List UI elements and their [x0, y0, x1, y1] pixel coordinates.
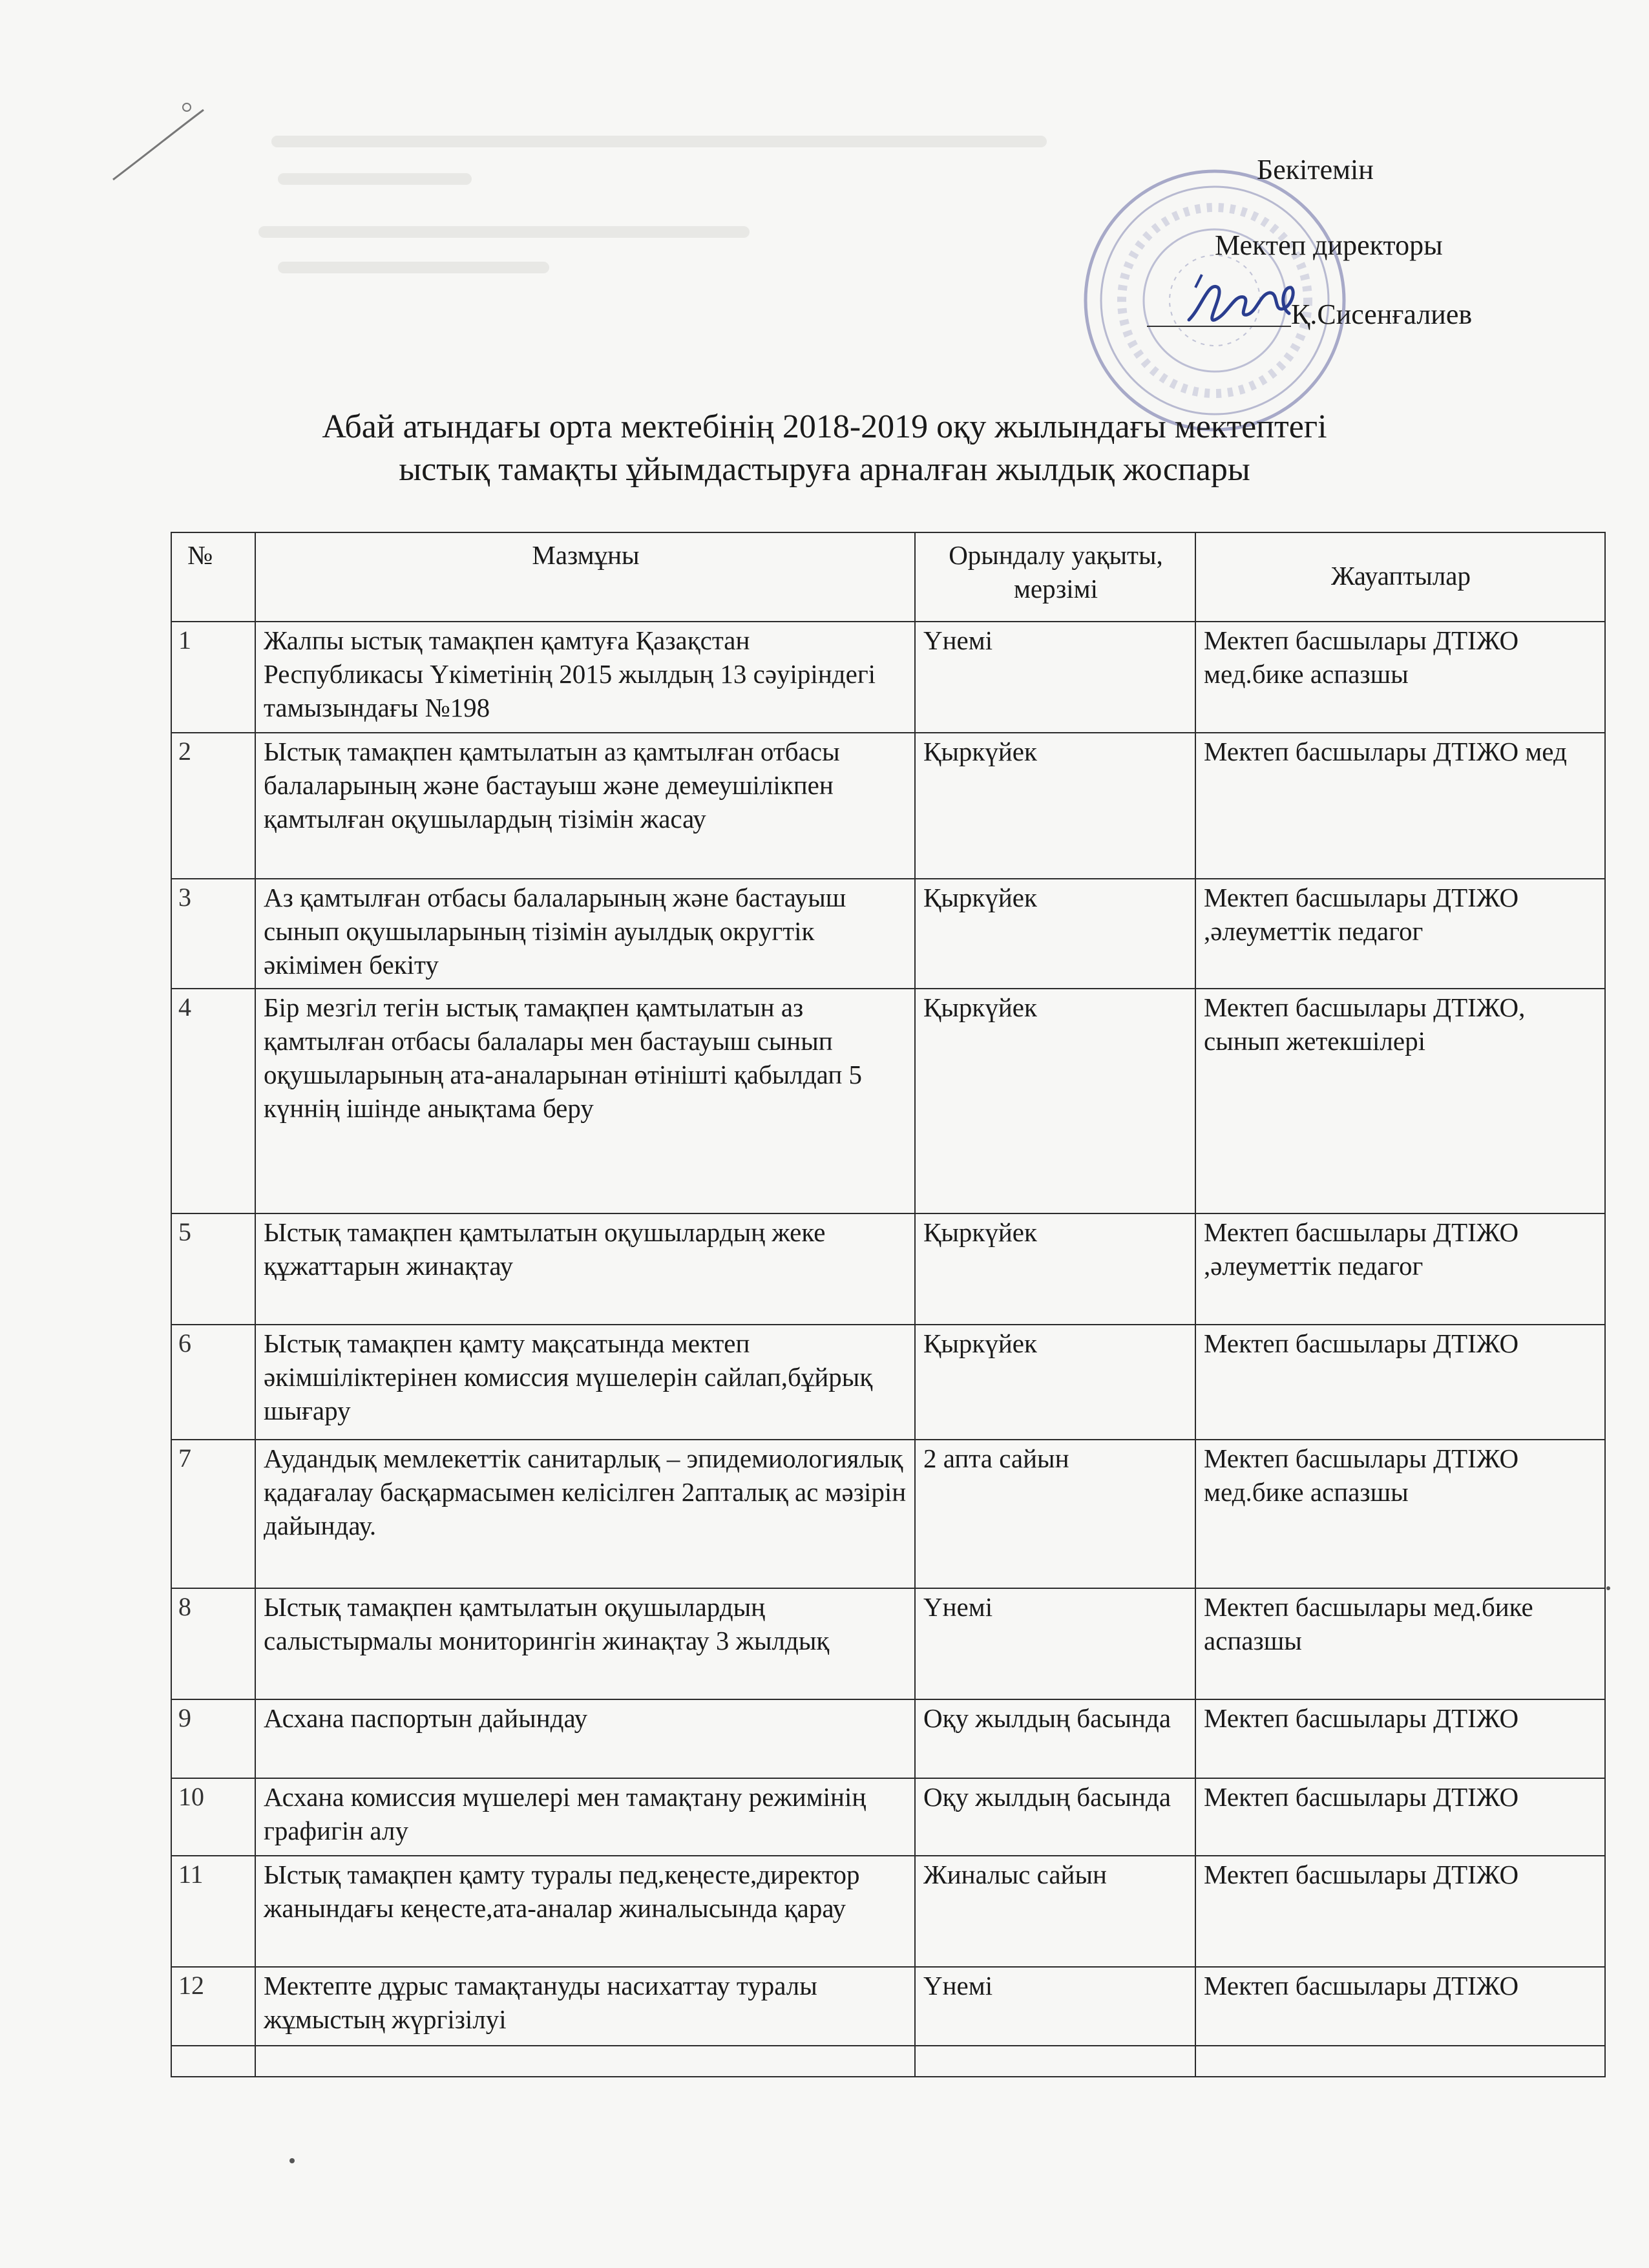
- row-time: Қыркүйек: [915, 1213, 1195, 1325]
- row-responsible: Мектеп басшылары ДТІЖО ,әлеуметтік педагог: [1195, 879, 1605, 989]
- row-time: Қыркүйек: [915, 1325, 1195, 1440]
- row-content: Аудандық мемлекеттік санитарлық – эпидемиологиялық қадағалау басқармасымен келісілген 2апталық ас мәзірін дайындау.: [255, 1440, 915, 1588]
- table-row: [171, 1588, 1605, 1699]
- header-content: Мазмұны: [255, 532, 915, 622]
- title-line-1: Абай атындағы орта мектебінің 2018-2019 оқу жылындағы мектептегі: [322, 408, 1327, 445]
- director-position: Мектеп директоры: [1215, 229, 1443, 261]
- row-responsible: Мектеп басшылары ДТІЖО: [1195, 1967, 1605, 2046]
- row-time: Үнемі: [915, 1967, 1195, 2046]
- table-row: [171, 1778, 1605, 1856]
- row-number: 10: [171, 1778, 255, 1856]
- title-line-2: ыстық тамақты ұйымдастыруға арналған жылдық жоспары: [399, 451, 1250, 488]
- row-number: 7: [171, 1440, 255, 1588]
- row-content: Асхана комиссия мүшелері мен тамақтану режимінің графигін алу: [255, 1778, 915, 1856]
- approval-block: [0, 0, 1649, 362]
- table-row: [171, 733, 1605, 879]
- document-title: [0, 406, 1649, 491]
- table-row: [171, 1213, 1605, 1325]
- row-number: 2: [171, 733, 255, 879]
- table-row-empty: [171, 2046, 1605, 2077]
- row-time: Үнемі: [915, 1588, 1195, 1699]
- row-responsible: Мектеп басшылары мед.бике аспазшы: [1195, 1588, 1605, 1699]
- table-row: [171, 1325, 1605, 1440]
- row-content: Ыстық тамақпен қамтылатын аз қамтылған отбасы балаларының және бастауыш және демеушілікпен қамтылған оқушылардың тізімін жасау: [255, 733, 915, 879]
- row-content: Асхана паспортын дайындау: [255, 1699, 915, 1778]
- header-time: Орындалу уақыты, мерзімі: [915, 532, 1195, 622]
- row-time: Оқу жылдың басында: [915, 1699, 1195, 1778]
- table-row: [171, 879, 1605, 989]
- row-responsible: Мектеп басшылары ДТІЖО: [1195, 1699, 1605, 1778]
- row-time: Үнемі: [915, 622, 1195, 733]
- director-name: Қ.Сисенғалиев: [1291, 299, 1473, 330]
- empty-cell: [171, 2046, 255, 2077]
- row-time: Қыркүйек: [915, 733, 1195, 879]
- row-time: Жиналыс сайын: [915, 1856, 1195, 1967]
- row-content: Аз қамтылған отбасы балаларының және бастауыш сынып оқушыларының тізімін ауылдық округтік әкімімен бекіту: [255, 879, 915, 989]
- row-responsible: Мектеп басшылары ДТІЖО мед.бике аспазшы: [1195, 622, 1605, 733]
- row-responsible: Мектеп басшылары ДТІЖО мед: [1195, 733, 1605, 879]
- row-time: Қыркүйек: [915, 879, 1195, 989]
- row-responsible: Мектеп басшылары ДТІЖО, сынып жетекшілері: [1195, 989, 1605, 1213]
- table-row: [171, 1856, 1605, 1967]
- ink-speck: [289, 2158, 295, 2163]
- plan-table: [171, 532, 1606, 2077]
- table-row: [171, 1967, 1605, 2046]
- row-number: 1: [171, 622, 255, 733]
- header-number: №: [171, 532, 255, 622]
- ink-speck: [1606, 1586, 1610, 1590]
- row-number: 9: [171, 1699, 255, 1778]
- table-row: [171, 622, 1605, 733]
- row-time: 2 апта сайын: [915, 1440, 1195, 1588]
- row-content: Ыстық тамақпен қамтылатын оқушылардың салыстырмалы мониторингін жинақтау 3 жылдық: [255, 1588, 915, 1699]
- table-row: [171, 989, 1605, 1213]
- director-signature: [1182, 268, 1305, 333]
- row-number: 11: [171, 1856, 255, 1967]
- row-number: 12: [171, 1967, 255, 2046]
- empty-cell: [255, 2046, 915, 2077]
- row-content: Бір мезгіл тегін ыстық тамақпен қамтылатын аз қамтылған отбасы балалары мен бастауыш сынып оқушыларының ата-аналарынан өтінішті қабылдап 5 күннің ішінде анықтама беру: [255, 989, 915, 1213]
- row-time: Оқу жылдың басында: [915, 1778, 1195, 1856]
- row-number: 6: [171, 1325, 255, 1440]
- header-responsible: Жауаптылар: [1195, 532, 1605, 622]
- row-content: Жалпы ыстық тамақпен қамтуға Қазақстан Республикасы Үкіметінің 2015 жылдың 13 сәуіріндегі тамызындағы №198: [255, 622, 915, 733]
- row-number: 4: [171, 989, 255, 1213]
- row-number: 3: [171, 879, 255, 989]
- row-content: Ыстық тамақпен қамту туралы пед,кеңесте,директор жанындағы кеңесте,ата-аналар жиналысында қарау: [255, 1856, 915, 1967]
- empty-cell: [915, 2046, 1195, 2077]
- row-number: 8: [171, 1588, 255, 1699]
- table-row: [171, 1440, 1605, 1588]
- approve-label: Бекітемін: [1257, 154, 1374, 185]
- row-content: Мектепте дұрыс тамақтануды насихаттау туралы жұмыстың жүргізілуі: [255, 1967, 915, 2046]
- row-responsible: Мектеп басшылары ДТІЖО: [1195, 1856, 1605, 1967]
- row-responsible: Мектеп басшылары ДТІЖО мед.бике аспазшы: [1195, 1440, 1605, 1588]
- row-content: Ыстық тамақпен қамту мақсатында мектеп әкімшіліктерінен комиссия мүшелерін сайлап,бұйрық шығару: [255, 1325, 915, 1440]
- table-header-row: [171, 532, 1605, 622]
- table-row: [171, 1699, 1605, 1778]
- row-content: Ыстық тамақпен қамтылатын оқушылардың жеке құжаттарын жинақтау: [255, 1213, 915, 1325]
- row-time: Қыркүйек: [915, 989, 1195, 1213]
- row-responsible: Мектеп басшылары ДТІЖО: [1195, 1778, 1605, 1856]
- row-responsible: Мектеп басшылары ДТІЖО: [1195, 1325, 1605, 1440]
- row-responsible: Мектеп басшылары ДТІЖО ,әлеуметтік педагог: [1195, 1213, 1605, 1325]
- empty-cell: [1195, 2046, 1605, 2077]
- row-number: 5: [171, 1213, 255, 1325]
